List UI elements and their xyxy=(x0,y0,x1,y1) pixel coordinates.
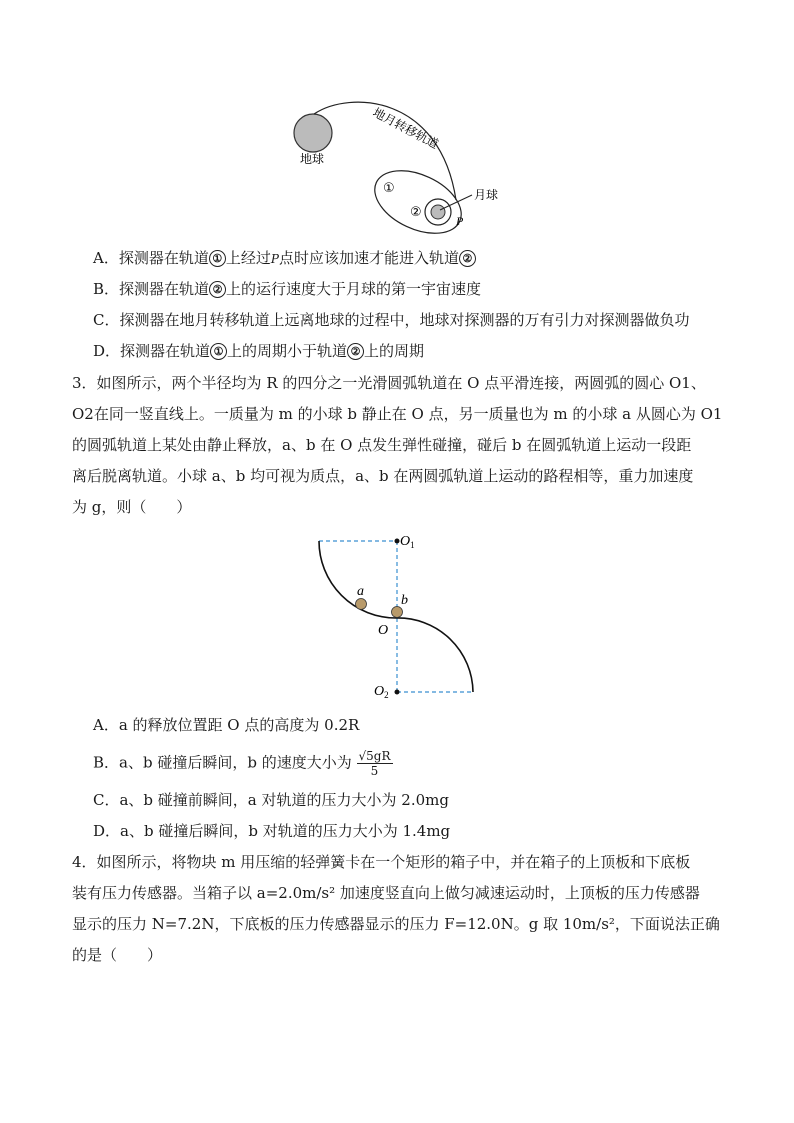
q2-a-mid2: 点时应该加速才能进入轨道 xyxy=(278,249,459,267)
orbit-2-label: ② xyxy=(410,205,422,220)
q3-option-d: D．a、b 碰撞后瞬间，b 对轨道的压力大小为 1.4mg xyxy=(93,822,451,840)
center-o2-dot xyxy=(395,690,400,695)
orbit-2-mark: ② xyxy=(459,250,476,267)
lower-arc-track xyxy=(396,618,473,692)
fraction-denominator: 5 xyxy=(370,764,379,778)
label-o2: $O_2$ xyxy=(374,684,389,700)
orbit-2-mark: ② xyxy=(347,343,364,360)
center-o1-dot xyxy=(395,539,400,544)
ball-a xyxy=(356,599,367,610)
moon-circle xyxy=(431,205,445,219)
q3-option-c: C．a、b 碰撞前瞬间，a 对轨道的压力大小为 2.0mg xyxy=(93,791,449,809)
label-a: a xyxy=(357,584,364,599)
q3-line-4: 离后脱离轨道。小球 a、b 均可视为质点，a、b 在两圆弧轨道上运动的路程相等，重力加速度 xyxy=(72,467,694,485)
label-o1: $O_1$ xyxy=(400,534,415,550)
q3-option-b xyxy=(93,749,393,778)
orbit-1-label: ① xyxy=(383,181,395,196)
q3-line-2: O2在同一竖直线上。一质量为 m 的小球 b 静止在 O 点，另一质量也为 m 的小球 a 从圆心为 O1 xyxy=(72,405,723,423)
q2-option-d xyxy=(93,339,424,363)
q2-d-mid: 上的周期小于轨道 xyxy=(227,342,348,360)
point-p: P xyxy=(270,252,279,266)
q3-line-1: 3．如图所示，两个半径均为 R 的四分之一光滑圆弧轨道在 O 点平滑连接，两圆弧的圆心 O1、 xyxy=(72,374,706,392)
two-arc-track-figure xyxy=(310,530,490,702)
q2-a-prefix: A．探测器在轨道 xyxy=(93,249,209,267)
q4-line-1: 4．如图所示，将物块 m 用压缩的轻弹簧卡在一个矩形的箱子中，并在箱子的上顶板和下底板 xyxy=(72,853,691,871)
q2-c-text: C．探测器在地月转移轨道上远离地球的过程中，地球对探测器的万有引力对探测器做负功 xyxy=(93,311,690,329)
q2-b-prefix: B．探测器在轨道 xyxy=(93,280,210,298)
q4-line-3: 显示的压力 N=7.2N，下底板的压力传感器显示的压力 F=12.0N。g 取 10m/s²，下面说法正确 xyxy=(72,915,720,933)
orbit-1-mark: ① xyxy=(210,343,227,360)
q4-line-2: 装有压力传感器。当箱子以 a=2.0m/s² 加速度竖直向上做匀减速运动时，上顶板的压力传感器 xyxy=(72,884,700,902)
fraction-numerator: √5gR xyxy=(358,749,391,763)
orbit-2-mark: ② xyxy=(209,281,226,298)
point-p-label: P xyxy=(456,214,464,228)
transfer-label: 地月转移轨道 xyxy=(370,105,441,152)
q2-option-a xyxy=(93,246,476,271)
q3-line-5: 为 g，则（ ） xyxy=(72,498,192,516)
moon-label: 月球 xyxy=(474,188,499,202)
q2-option-b xyxy=(93,277,481,301)
q3-line-3: 的圆弧轨道上某处由静止释放，a、b 在 O 点发生弹性碰撞，碰后 b 在圆弧轨道上运动一段距 xyxy=(72,436,692,454)
earth-moon-orbit-figure xyxy=(280,95,510,235)
q3-b-prefix: B．a、b 碰撞后瞬间，b 的速度大小为 xyxy=(93,753,352,772)
label-o: O xyxy=(378,623,389,638)
q2-option-c xyxy=(93,308,689,332)
earth-circle xyxy=(294,114,332,152)
q2-b-rest: 上的运行速度大于月球的第一宇宙速度 xyxy=(226,280,482,298)
q2-d-rest: 上的周期 xyxy=(364,342,425,360)
label-b: b xyxy=(401,593,408,608)
q2-d-prefix: D．探测器在轨道 xyxy=(93,342,211,360)
q4-line-4: 的是（ ） xyxy=(72,946,163,964)
ball-b xyxy=(392,607,403,618)
orbit-1-mark: ① xyxy=(209,250,226,267)
q3-option-a: A．a 的释放位置距 O 点的高度为 0.2R xyxy=(93,716,360,734)
q2-a-mid: 上经过 xyxy=(225,249,271,267)
speed-fraction xyxy=(357,749,393,778)
earth-label: 地球 xyxy=(300,152,325,166)
